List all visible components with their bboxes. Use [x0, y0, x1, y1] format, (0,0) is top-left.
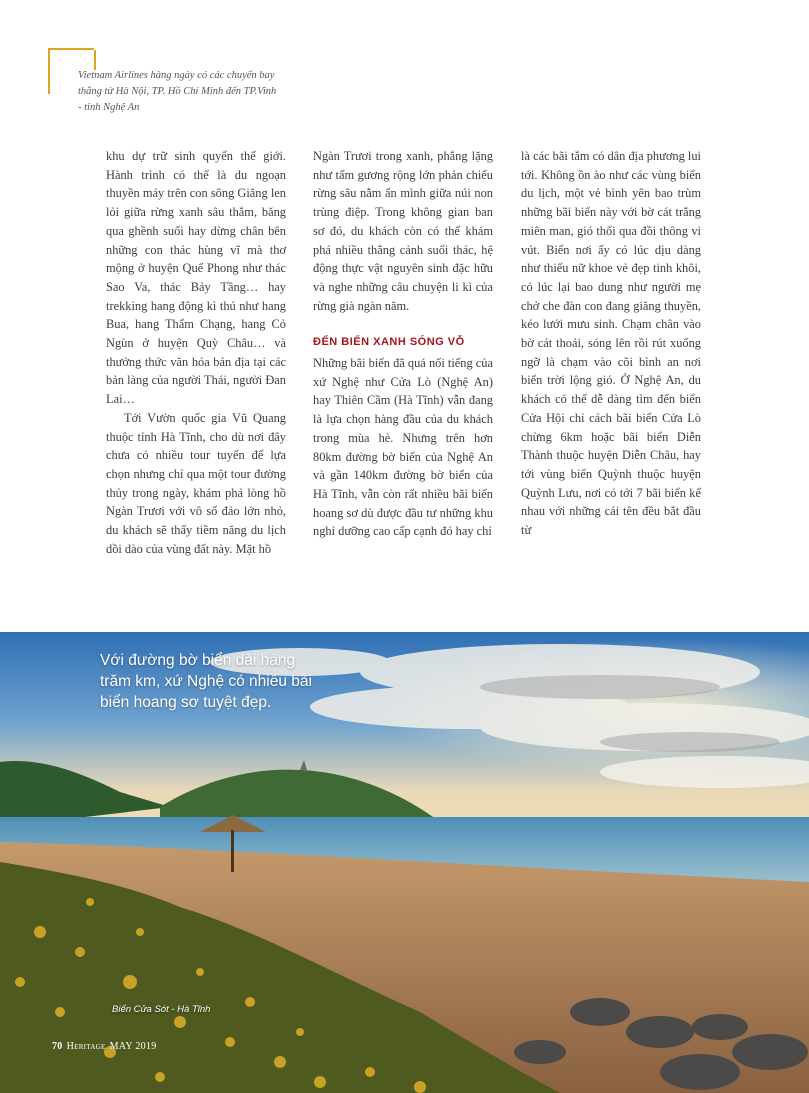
- page-folio: [52, 1041, 157, 1052]
- article-column-1: [106, 147, 286, 558]
- photo-location-caption: Biển Cửa Sót - Hà Tĩnh: [112, 1004, 211, 1015]
- photo-caption-airline: Vietnam Airlines hàng ngày có các chuyến bay thẳng từ Hà Nội, TP. Hồ Chí Minh đến TP.Vinh - tỉnh Nghệ An: [78, 70, 277, 113]
- page-number: 70: [52, 1041, 63, 1052]
- section-subheading: ĐẾN BIỂN XANH SÓNG VỖ: [313, 336, 465, 349]
- photo-pull-quote: Với đường bờ biển dài hàng trăm km, xứ Nghệ có nhiều bãi biển hoang sơ tuyệt đẹp.: [100, 652, 312, 711]
- issue-date: MAY 2019: [109, 1041, 157, 1052]
- paragraph: là các bãi tắm có dân địa phương lui tới. Không ồn ào như các vùng biển du lịch, một vẻ bình yên bao trùm những bãi biển này với bờ cát trắng miên man, gió thổi qua đồi thông vi vút. Biển nơi ấy có lúc dịu dàng như thiếu nữ khoe vẻ đẹp tinh khôi, có lúc lại bao dung như người mẹ chở che đàn con đang giăng thuyền, kéo lưới mưu sinh. Chạm chân vào bờ cát thoải, sóng lên rồi rút xuống ngỡ là chạm vào cõi bình an nơi biển trời lộng gió. Ở Nghệ An, du khách có thể dễ dàng tìm đến biển Cửa Hội chỉ cách bãi biển Cửa Lò chừng 6km hoặc bãi biển Diễn Thành thuộc huyện Diễn Châu, hay tới vùng biển Quỳnh thuộc huyện Quỳnh Lưu, nơi có tới 7 bãi biển kế nhau với những cái tên đều bắt đầu từ: [521, 149, 701, 538]
- magazine-name: Heritage: [66, 1041, 106, 1052]
- article-column-3: [521, 147, 701, 540]
- paragraph: Ngàn Trươi trong xanh, phẳng lặng như tấm gương rộng lớn phản chiếu rừng sâu nằm ẩn mình giữa núi non trùng điệp. Trong không gian ban sơ đó, du khách còn có thể khám phá nhiều thắng cảnh suối thác, hệ động thực vật nguyên sinh đặc hữu và nghe những câu chuyện li kì của rừng già ngàn năm.: [313, 149, 493, 313]
- paragraph: Tới Vườn quốc gia Vũ Quang thuộc tỉnh Hà Tĩnh, cho dù nơi đây chưa có nhiều tour tuyến để lựa chọn nhưng chỉ qua một tour đường thủy trong ngày, khám phá lòng hồ Ngàn Trươi với vô số đảo lớn nhỏ, du khách sẽ thấy tiềm năng du lịch dồi dào của vùng đất này. Mặt hồ: [106, 410, 286, 556]
- paragraph: khu dự trữ sinh quyển thế giới. Hành trình có thể là du ngoạn thuyền máy trên con sông Giăng len lỏi giữa rừng xanh sâu thẳm, băng qua ghềnh suối hay dừng chân bên những con thác hùng vĩ mà thơ mộng ở huyện Quế Phong như thác Sao Va, thác Bảy Tầng… hay trekking hang động kì thú như hang Bua, hang Thẩm Chạng, hang Cỏ Ngùn ở huyện Quỳ Châu… và thưởng thức văn hóa bản địa tại các bản làng của người Thái, người Đan Lai…: [106, 149, 286, 407]
- article-column-2: [313, 147, 493, 541]
- paragraph: Những bãi biển đã quá nổi tiếng của xứ Nghệ như Cửa Lò (Nghệ An) hay Thiên Cầm (Hà Tĩnh) vẫn đang là lựa chọn hàng đầu của du khách trong mùa hè. Nhưng trên hơn 80km đường bờ biển của Nghệ An và gần 140km đường bờ biển của Hà Tĩnh, vẫn còn rất nhiều bãi biển hoang sơ dù được đầu tư những khu nghỉ dưỡng cao cấp cạnh đó hay chỉ: [313, 356, 493, 539]
